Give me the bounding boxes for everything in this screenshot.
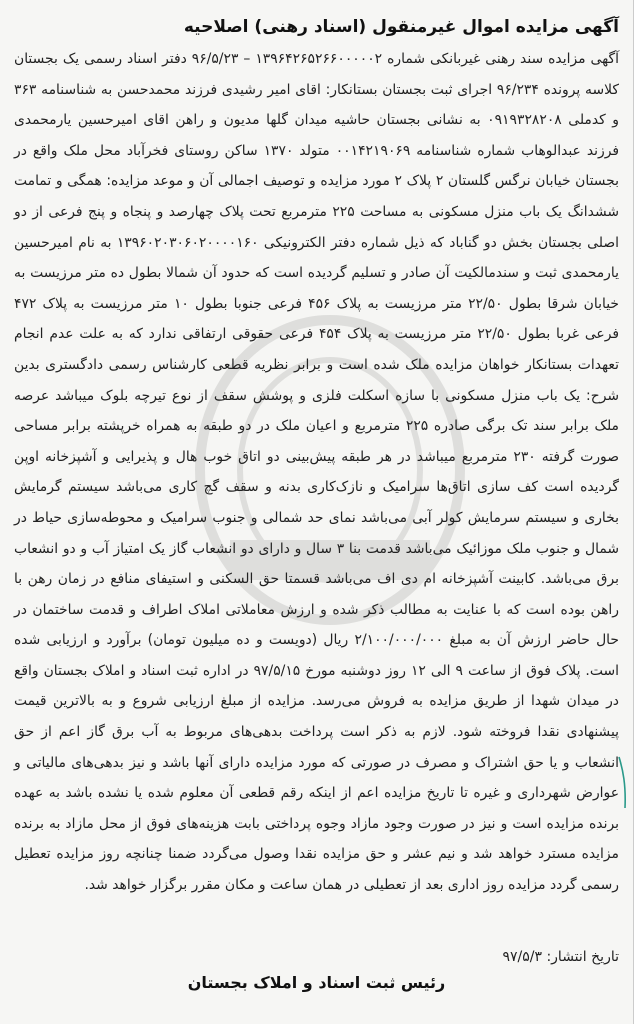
signature: رئیس ثبت اسناد و املاک بجستان bbox=[187, 973, 446, 992]
notice-body: آگهی مزایده سند رهنی غیربانکی شماره ۱۳۹۶۴۲۶۵۲۶۶۰۰۰۰۰۲ – ۹۶/۵/۲۳ دفتر اسناد رسمی یک بجستان کلاسه پرونده ۹۶/۲۳۴ اجرای ثبت بجستان بستانکار: اقای امیر رشیدی فرزند محمدحسن به شناسنامه ۳۶۳ و کدملی ۰۹۱۹۳۲۸۲۰۸ به نشانی بجستان حاشیه میدان گلها مدیون و راهن اقای امیرحسین یارمحمدی فرزند عبدالوهاب شماره شناسنامه ۰۰۱۴۲۱۹۰۶۹ متولد ۱۳۷۰ ساکن روستای فخرآباد محل ملک واقع در بجستان خیابان نرگس گلستان ۲ پلاک ۲ مورد مزایده و توصیف اجمالی آن و موعد مزایده: همگی و تمامت ششدانگ یک باب منزل مسکونی به مساحت ۲۲۵ مترمربع تحت پلاک چهارصد و پنجاه و پنج فرعی از دو اصلی بجستان بخش دو گناباد که ذیل شماره دفتر الکترونیکی ۱۳۹۶۰۲۰۳۰۶۰۲۰۰۰۰۱۶۰ به نام امیرحسین یارمحمدی ثبت و سندمالکیت آن صادر و تسلیم گردیده است که حدود آن شمالا بطول ده متر مرزیست به خیابان شرقا بطول ۲۲/۵۰ متر مرزیست به پلاک ۴۵۶ فرعی جنوبا بطول ۱۰ متر مرزیست به پلاک ۴۷۲ فرعی غربا بطول ۲۲/۵۰ متر مرزیست به پلاک ۴۵۴ فرعی حقوقی ارتفاقی ندارد که به علت عدم انجام تعهدات بستانکار خواهان مزایده ملک شده است و برابر نظریه قطعی کارشناس رسمی دادگستری بدین شرح: یک باب منزل مسکونی با سازه اسکلت فلزی و پوشش سقف از نوع تیرچه بلوک میباشد عرصه ملک برابر سند تک برگی صادره ۲۲۵ مترمربع و اعیان ملک در دو طبقه به همراه خرپشته برابر مساحی صورت گرفته ۲۳۰ مترمربع میباشد در هر طبقه پیش‌بینی دو اتاق خوب هال و پذیرایی و آشپزخانه اوپن گردیده است کف سازی اتاق‌ها سرامیک و نازک‌کاری بدنه و سقف گچ کاری می‌باشد سیستم گرمایش بخاری و سیستم سرمایش کولر آبی می‌باشد نمای حد شمالی و جنوب سرامیک و محوطه‌سازی حیاط در شمال و جنوب ملک موزائیک می‌باشد قدمت بنا ۳ سال و دارای دو انشعاب گاز یک امتیاز آب و دو انشعاب برق می‌باشد. کابینت آشپزخانه ام دی اف می‌باشد قسمتا حق السکنی و استیفای منافع در زمان رهن با راهن بوده است که با عنایت به مطالب ذکر شده و ارزش معاملاتی املاک اطراف و قدمت ساختمان در حال حاضر ارزش آن به مبلغ ۲/۱۰۰/۰۰۰/۰۰۰ ریال (دویست و ده میلیون تومان) برآورد و ارزیابی شده است. پلاک فوق از ساعت ۹ الی ۱۲ روز دوشنبه مورخ ۹۷/۵/۱۵ در اداره ثبت اسناد و املاک بجستان واقع در میدان شهدا از طریق مزایده به فروش می‌رسد. مزایده از مبلغ ارزیابی شروع و به بالاترین قیمت پیشنهادی نقدا فروخته شود. لازم به ذکر است پرداخت بدهی‌های مربوط به آب برق گاز اعم از حق انشعاب و یا حق اشتراک و مصرف در صورتی که مورد مزایده دارای آنها باشد و نیز بدهی‌های مالیاتی و عوارض شهرداری و غیره تا تاریخ مزایده اعم از اینکه رقم قطعی آن معلوم شده یا نشده باشد به عهده برنده مزایده است و نیز در صورت وجود مازاد وجوه پرداختی بابت هزینه‌های فوق از محل مازاد به برنده مزایده مسترد خواهد شد و نیم عشر و حق مزایده نقدا وصول می‌گردد ضمنا چنانچه روز مزایده تعطیل رسمی گردد مزایده روز اداری بعد از تعطیلی در همان ساعت و مکان مقرر برگزار خواهد شد. bbox=[14, 51, 620, 894]
publish-date: تاریخ انتشار: ۹۷/۵/۳ bbox=[502, 949, 619, 965]
notice-title: آگهی مزایده اموال غیرمنقول (اسناد رهنی) اصلاحیه bbox=[183, 17, 619, 37]
pen-mark-icon bbox=[617, 755, 629, 810]
